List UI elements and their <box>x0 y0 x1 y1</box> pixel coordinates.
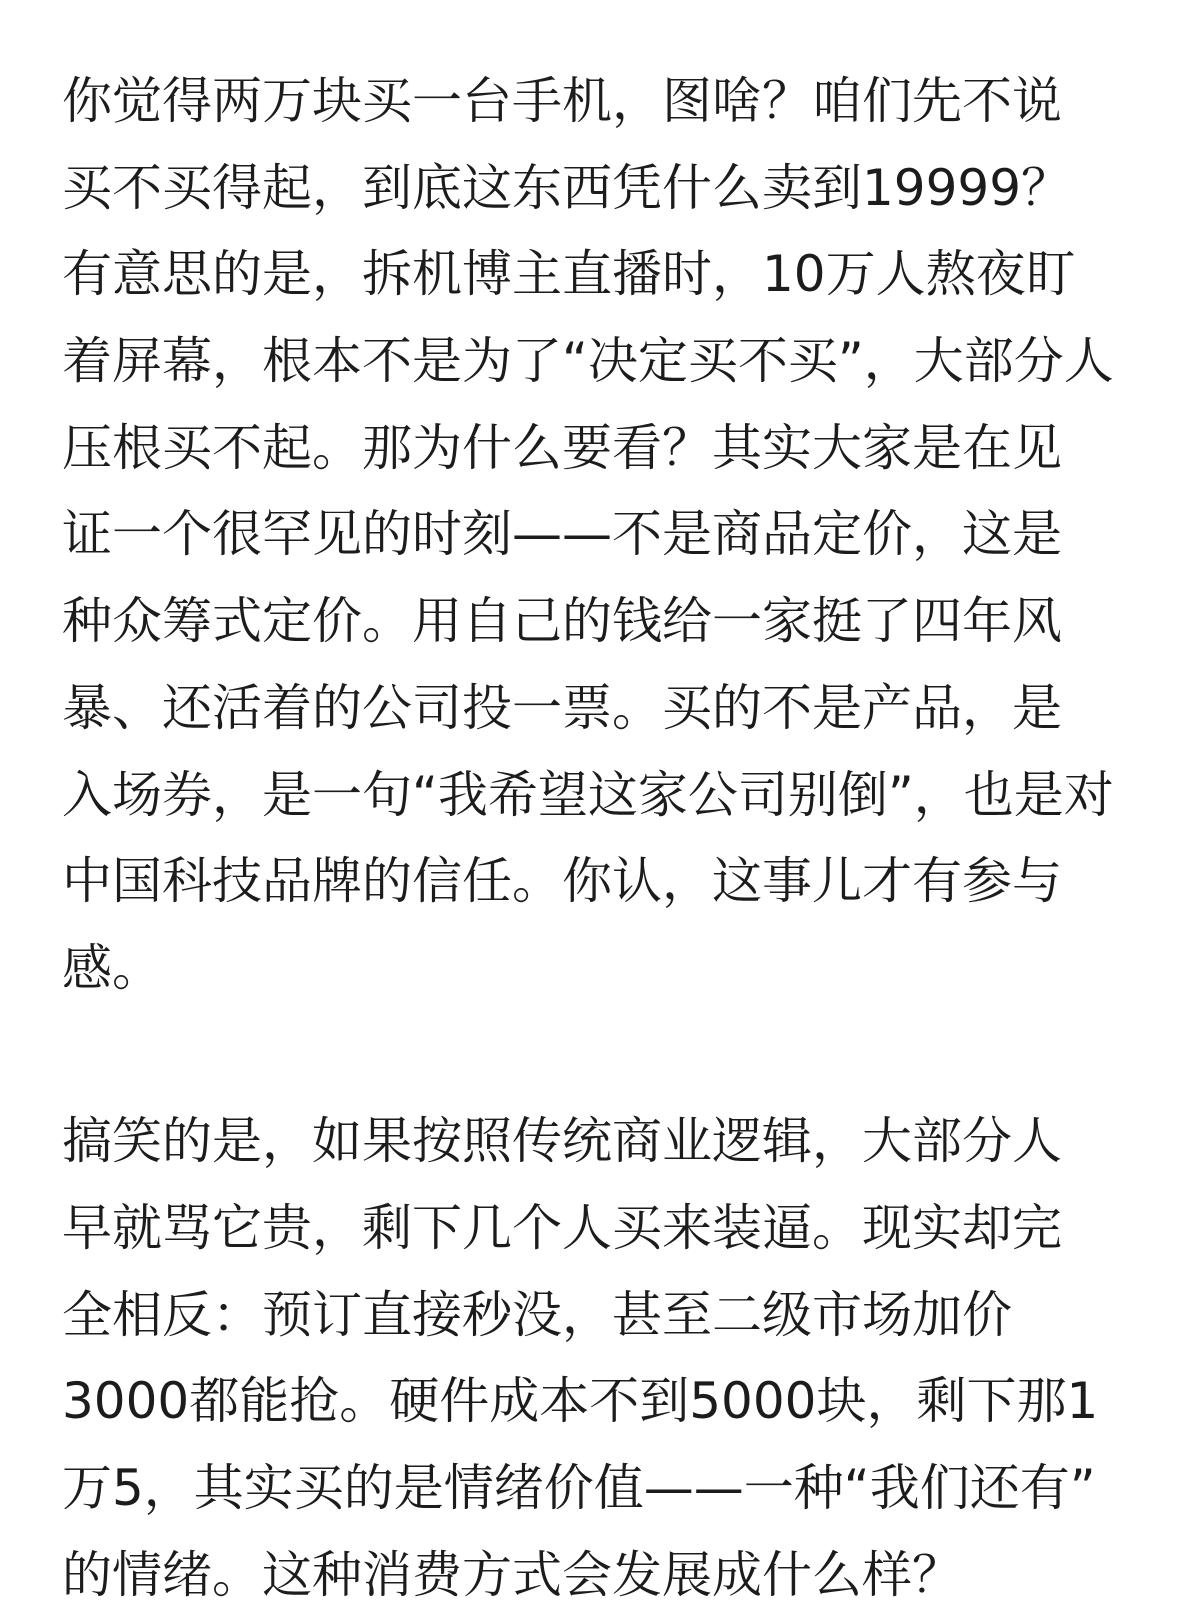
text-line: 暴、还活着的公司投一票。买的不是产品，是 <box>62 678 1062 737</box>
article-body <box>62 58 1122 1618</box>
text-line: 你觉得两万块买一台手机，图啥？咱们先不说 <box>62 72 1062 130</box>
text-line: 买不买得起，到底这东西凭什么卖到19999？ <box>62 158 1072 217</box>
text-line: 有意思的是，拆机博主直播时，10万人熬夜盯 <box>62 245 1076 304</box>
paragraph-spacer <box>62 1012 1122 1099</box>
text-line: 的情绪。这种消费方式会发展成什么样？ <box>62 1545 962 1604</box>
text-line: 3000都能抢。硬件成本不到5000块，剩下那1 <box>62 1372 1099 1431</box>
text-line: 压根买不起。那为什么要看？其实大家是在见 <box>62 418 1062 477</box>
paragraph-1 <box>62 58 1122 1012</box>
text-line: 着屏幕，根本不是为了“决定买不买”，大部分人 <box>62 332 1114 391</box>
text-line: 感。 <box>62 938 162 997</box>
paragraph-2 <box>62 1098 1122 1618</box>
text-line: 搞笑的是，如果按照传统商业逻辑，大部分人 <box>62 1112 1062 1171</box>
text-line: 早就骂它贵，剩下几个人买来装逼。现实却完 <box>62 1198 1062 1257</box>
text-line: 入场券，是一句“我希望这家公司别倒”，也是对 <box>62 765 1114 824</box>
text-line: 中国科技品牌的信任。你认，这事儿才有参与 <box>62 852 1062 911</box>
text-line: 全相反：预订直接秒没，甚至二级市场加价 <box>62 1285 1012 1344</box>
text-line: 证一个很罕见的时刻——不是商品定价，这是 <box>62 505 1062 564</box>
text-line: 种众筹式定价。用自己的钱给一家挺了四年风 <box>62 592 1062 651</box>
text-line: 万5，其实买的是情绪价值——一种“我们还有” <box>62 1459 1096 1517</box>
